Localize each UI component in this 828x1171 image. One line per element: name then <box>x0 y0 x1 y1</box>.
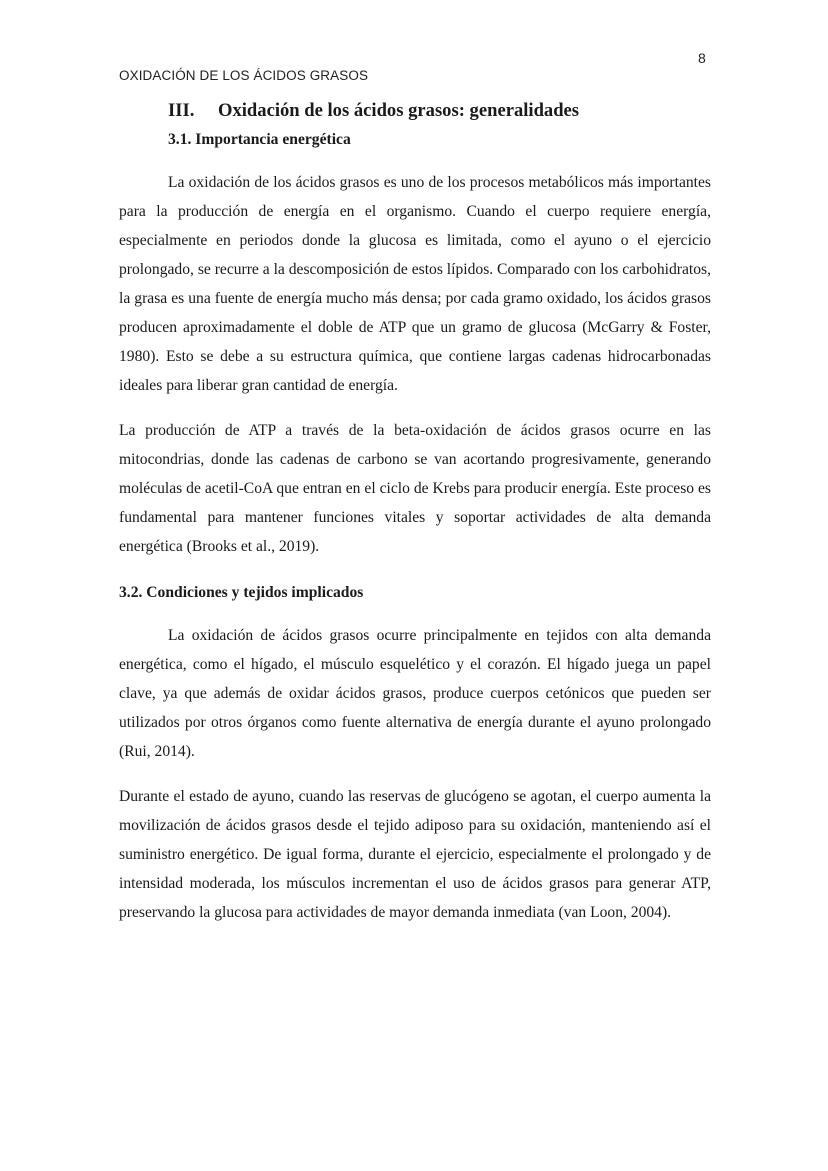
chapter-number: III. <box>168 100 195 121</box>
paragraph: La producción de ATP a través de la beta-oxidación de ácidos grasos ocurre en las mitocondrias, donde las cadenas de carbono se van acortando progresivamente, generando moléculas de acetil-CoA que entran en el ciclo de Krebs para producir energía. Este proceso es fundamental para mantener funciones vitales y soportar actividades de alta demanda energética (Brooks et al., 2019). <box>119 422 711 555</box>
page-number: 8 <box>698 50 706 66</box>
paragraph: Durante el estado de ayuno, cuando las reservas de glucógeno se agotan, el cuerpo aumenta la movilización de ácidos grasos desde el tejido adiposo para su oxidación, manteniendo así el suministro energético. De igual forma, durante el ejercicio, especialmente el prolongado y de intensidad moderada, los músculos incrementan el uso de ácidos grasos para generar ATP, preservando la glucosa para actividades de mayor demanda inmediata (van Loon, 2004). <box>119 788 711 921</box>
chapter-heading <box>168 97 711 125</box>
paragraph: La oxidación de los ácidos grasos es uno de los procesos metabólicos más importantes para la producción de energía en el organismo. Cuando el cuerpo requiere energía, especialmente en periodos donde la glucosa es limitada, como el ayuno o el ejercicio prolongado, se recurre a la descomposición de estos lípidos. Comparado con los carbohidratos, la grasa es una fuente de energía mucho más densa; por cada gramo oxidado, los ácidos grasos producen aproximadamente el doble de ATP que un gramo de glucosa (McGarry & Foster, 1980). Esto se debe a su estructura química, que contiene largas cadenas hidrocarbonadas ideales para liberar gran cantidad de energía. <box>119 174 711 394</box>
running-head: OXIDACIÓN DE LOS ÁCIDOS GRASOS <box>119 68 369 83</box>
document-body <box>119 97 711 927</box>
paragraph: La oxidación de ácidos grasos ocurre principalmente en tejidos con alta demanda energética, como el hígado, el músculo esquelético y el corazón. El hígado juega un papel clave, ya que además de oxidar ácidos grasos, produce cuerpos cetónicos que pueden ser utilizados por otros órganos como fuente alternativa de energía durante el ayuno prolongado (Rui, 2014). <box>119 627 711 760</box>
chapter-title: Oxidación de los ácidos grasos: generalidades <box>218 100 580 121</box>
section-heading-3-2: 3.2. Condiciones y tejidos implicados <box>119 584 364 601</box>
section-heading-3-1: 3.1. Importancia energética <box>168 131 351 148</box>
